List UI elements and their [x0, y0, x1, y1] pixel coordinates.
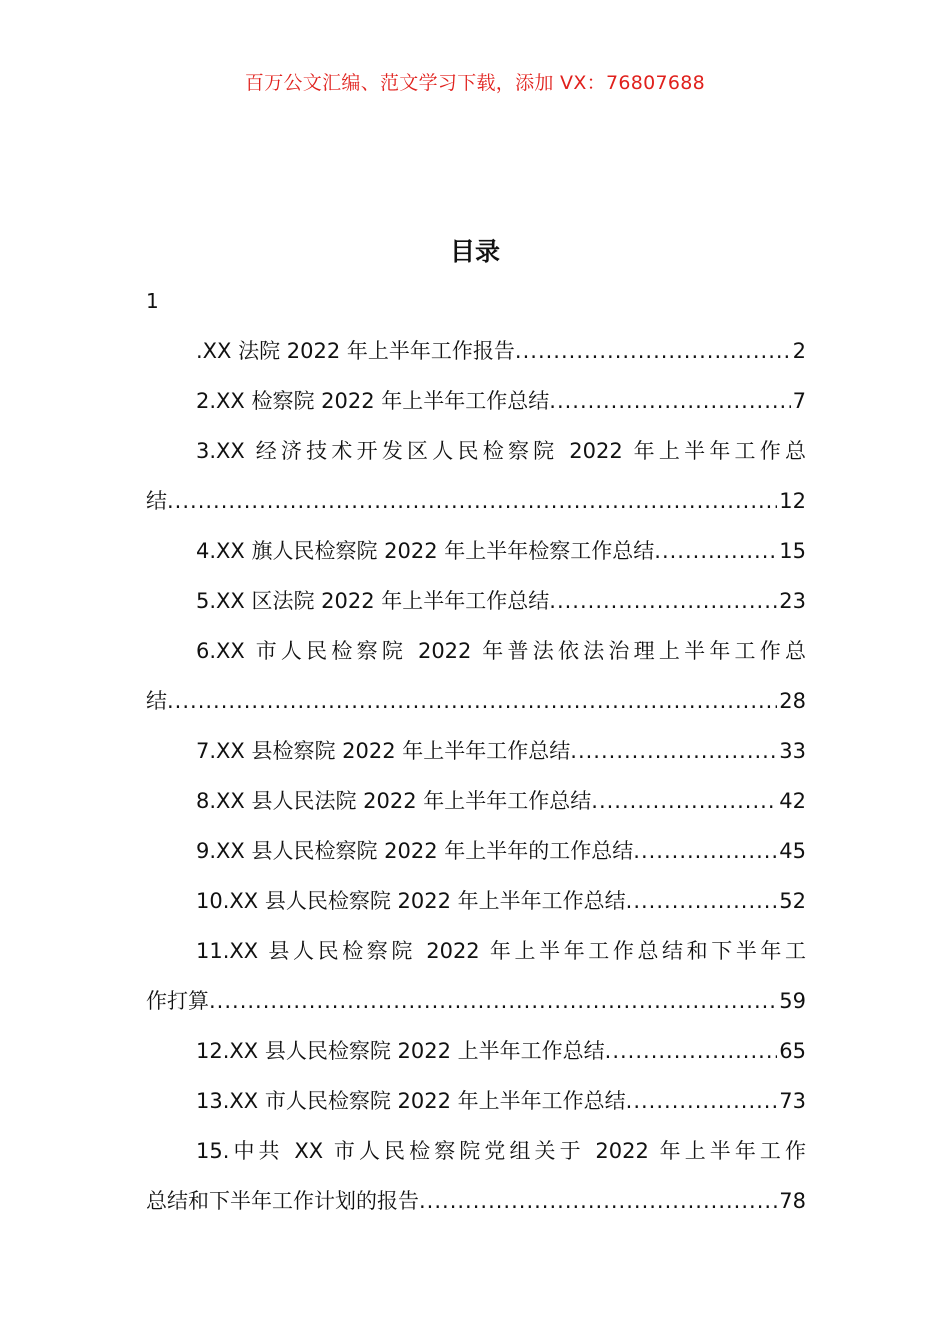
toc-entry-row: [146, 1176, 806, 1226]
toc-title: 目录: [449, 237, 500, 266]
toc-entry-title: 13.XX 市人民检察院 2022 年上半年工作总结: [196, 1089, 626, 1113]
toc-entry[interactable]: [146, 576, 806, 626]
toc-entry[interactable]: [146, 526, 806, 576]
toc-page-number: 73: [779, 1089, 806, 1113]
toc-dot-leader: [549, 376, 790, 426]
toc-dot-leader: [209, 976, 777, 1026]
toc-dot-leader: [549, 576, 777, 626]
toc-entry-row: [146, 376, 806, 426]
toc-pre-line: 1: [146, 289, 159, 313]
toc-entry-row: [146, 776, 806, 826]
toc-entry[interactable]: [146, 826, 806, 876]
toc-entry-title: 作打算: [146, 989, 209, 1013]
toc-page-number: 28: [779, 689, 806, 713]
toc-entry-row: [146, 1026, 806, 1076]
toc-entry[interactable]: [146, 1026, 806, 1076]
toc-dot-leader: [167, 676, 777, 726]
toc-entry[interactable]: [146, 926, 806, 1026]
toc-dot-leader: [626, 876, 778, 926]
toc-page-number: 15: [779, 539, 806, 563]
toc-dot-leader: [605, 1026, 778, 1076]
toc-entry-title: 总结和下半年工作计划的报告: [146, 1189, 419, 1213]
toc-entry-title: .XX 法院 2022 年上半年工作报告: [196, 339, 515, 363]
toc-entry-title: 4.XX 旗人民检察院 2022 年上半年检察工作总结: [196, 539, 655, 563]
toc-page-number: 45: [779, 839, 806, 863]
toc-entry-row: [146, 1076, 806, 1126]
toc-dot-leader: [570, 726, 777, 776]
toc-page-number: 12: [779, 489, 806, 513]
toc-dot-leader: [419, 1176, 777, 1226]
toc-entry[interactable]: [146, 876, 806, 926]
toc-page-number: 78: [779, 1189, 806, 1213]
toc-entry-title: 9.XX 县人民检察院 2022 年上半年的工作总结: [196, 839, 634, 863]
toc-entry-row: [146, 326, 806, 376]
toc-entry-title: 结: [146, 489, 167, 513]
toc-entry[interactable]: [146, 776, 806, 826]
toc-entry-row: [146, 576, 806, 626]
toc-entry-title-line: 6.XX 市人民检察院 2022 年普法依法治理上半年工作总: [196, 639, 806, 663]
toc-page-number: 65: [779, 1039, 806, 1063]
toc-entry[interactable]: [146, 1076, 806, 1126]
toc-page-number: 2: [792, 339, 806, 363]
toc-entry[interactable]: [146, 426, 806, 526]
toc-entry[interactable]: [146, 726, 806, 776]
toc-entry-title: 8.XX 县人民法院 2022 年上半年工作总结: [196, 789, 592, 813]
toc-entry[interactable]: [146, 626, 806, 726]
toc-page-number: 7: [792, 389, 806, 413]
toc-dot-leader: [591, 776, 777, 826]
toc-entry-row: [146, 876, 806, 926]
toc-entry-row: [146, 476, 806, 526]
toc-entry-title: 2.XX 检察院 2022 年上半年工作总结: [196, 389, 550, 413]
toc-dot-leader: [167, 476, 777, 526]
toc-entry-title: 7.XX 县检察院 2022 年上半年工作总结: [196, 739, 571, 763]
toc-entry[interactable]: [146, 1126, 806, 1226]
toc-page-number: 42: [779, 789, 806, 813]
toc-entry-title: 10.XX 县人民检察院 2022 年上半年工作总结: [196, 889, 626, 913]
toc-dot-leader: [633, 826, 777, 876]
toc-entry[interactable]: [146, 326, 806, 376]
toc-entry[interactable]: [146, 376, 806, 426]
toc-entry-title-line: 11.XX 县人民检察院 2022 年上半年工作总结和下半年工: [196, 939, 806, 963]
toc-entry-title-line: 15.中共 XX 市人民检察院党组关于 2022 年上半年工作: [196, 1139, 806, 1163]
toc-page-number: 33: [779, 739, 806, 763]
table-of-contents: [146, 326, 806, 1226]
toc-entry-row: [146, 726, 806, 776]
toc-entry-row: [146, 526, 806, 576]
header-watermark-text: 百万公文汇编、范文学习下载，添加 VX：76807688: [244, 72, 706, 94]
toc-entry-row: [146, 976, 806, 1026]
toc-page-number: 59: [779, 989, 806, 1013]
toc-page-number: 52: [779, 889, 806, 913]
toc-entry-row: [146, 676, 806, 726]
toc-entry-title: 5.XX 区法院 2022 年上半年工作总结: [196, 589, 550, 613]
toc-entry-title-line: 3.XX 经济技术开发区人民检察院 2022 年上半年工作总: [196, 439, 806, 463]
toc-entry-title: 结: [146, 689, 167, 713]
toc-dot-leader: [626, 1076, 778, 1126]
toc-page-number: 23: [779, 589, 806, 613]
toc-dot-leader: [515, 326, 791, 376]
toc-entry-row: [146, 826, 806, 876]
toc-entry-title: 12.XX 县人民检察院 2022 上半年工作总结: [196, 1039, 605, 1063]
toc-dot-leader: [654, 526, 777, 576]
